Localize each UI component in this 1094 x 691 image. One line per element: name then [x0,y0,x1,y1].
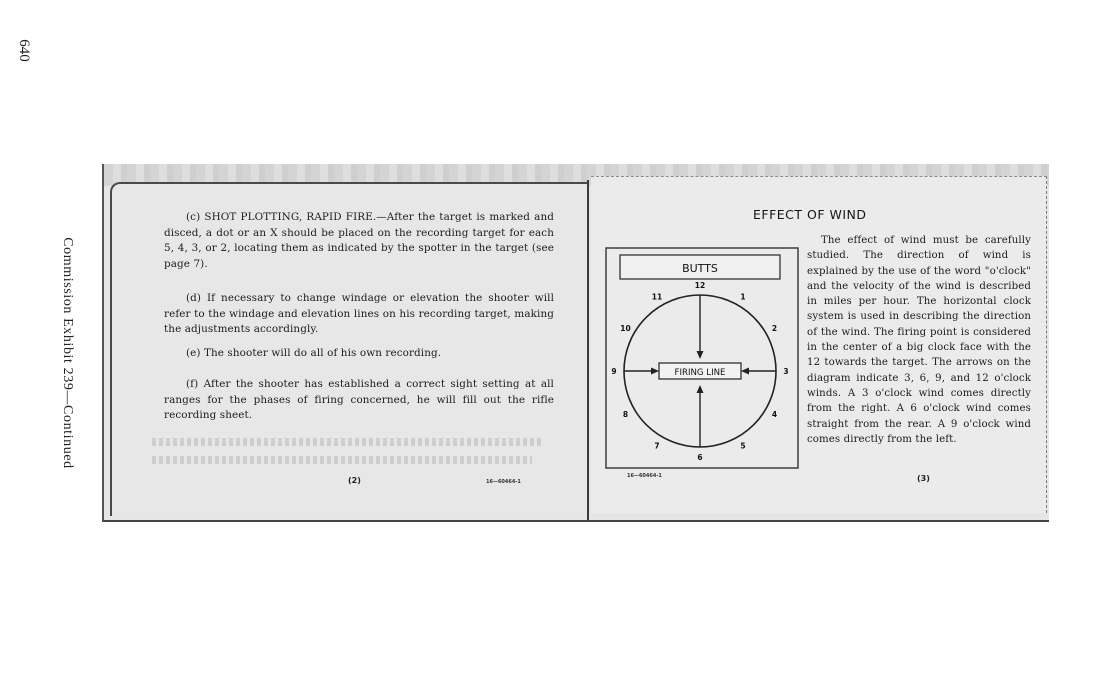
clock-number-12: 12 [694,281,706,290]
clock-number-7: 7 [654,441,660,451]
bleed-through-line [152,456,532,464]
wind-clock-diagram [605,247,799,469]
arrow-6-head [697,385,704,393]
paragraph-d: (d) If necessary to change windage or elevation the shooter will refer to the windage and elevation lines on his recording target, making the adjustments accordingly. [164,292,554,336]
clock-number-11: 11 [651,292,663,302]
wind-paragraph: The effect of wind must be carefully studied. The direction of wind is explained by the use of the word "o'clock" and the velocity of the wind is described in miles per hour. The horizontal clock system is used in describing the direction of the wind. The firing point is considered in the center of a big clock face with the 12 towards the target. The arrows on the diagram indicate 3, 6, 9, and 12 o'clock winds. A 3 o'clock wind comes directly from the right. A 6 o'clock wind comes straight from the rear. A 9 o'clock wind comes directly from the left. [807,235,1031,445]
clock-number-10: 10 [620,324,631,333]
print-code-right: 16—60464-1 [627,473,662,479]
clock-number-9: 9 [611,367,617,376]
firing-line-label: FIRING LINE [674,368,726,378]
section-heading: EFFECT OF WIND [753,207,867,222]
paragraph-f: (f) After the shooter has established a correct sight setting at all ranges for the phases of firing concerned, he will fill out the rifle recording sheet. [164,378,554,422]
right-page [591,176,1047,513]
page-folio-left: (2) [348,476,361,485]
clock-number-2: 2 [771,324,778,333]
clock-number-4: 4 [771,410,778,419]
wind-clock-svg [605,247,799,469]
arrow-12-head [697,351,704,359]
page-gutter [587,180,589,520]
clock-number-8: 8 [622,410,629,419]
clock-number-1: 1 [740,292,746,302]
print-code-left: 16—60464-1 [486,479,521,485]
clock-number-6: 6 [697,453,703,462]
exhibit-caption: Commission Exhibit 239—Continued [60,237,76,469]
page-number: 640 [15,38,32,62]
arrow-9-head [651,368,659,375]
clock-number-5: 5 [740,441,746,451]
arrow-3-head [741,368,749,375]
bleed-through-line [152,438,542,446]
booklet-spread [102,164,1049,522]
paragraph-e: (e) The shooter will do all of his own recording. [186,347,442,359]
paragraph-c: (c) SHOT PLOTTING, RAPID FIRE.—After the target is marked and disced, a dot or an X should be placed on the recording target for each 5, 4, 3, or 2, locating them as indicated by the spotter in the target (see page 7). [164,211,554,270]
page-folio-right: (3) [917,474,930,483]
clock-number-3: 3 [783,367,789,376]
butts-label: BUTTS [682,262,718,275]
left-page [110,182,588,516]
